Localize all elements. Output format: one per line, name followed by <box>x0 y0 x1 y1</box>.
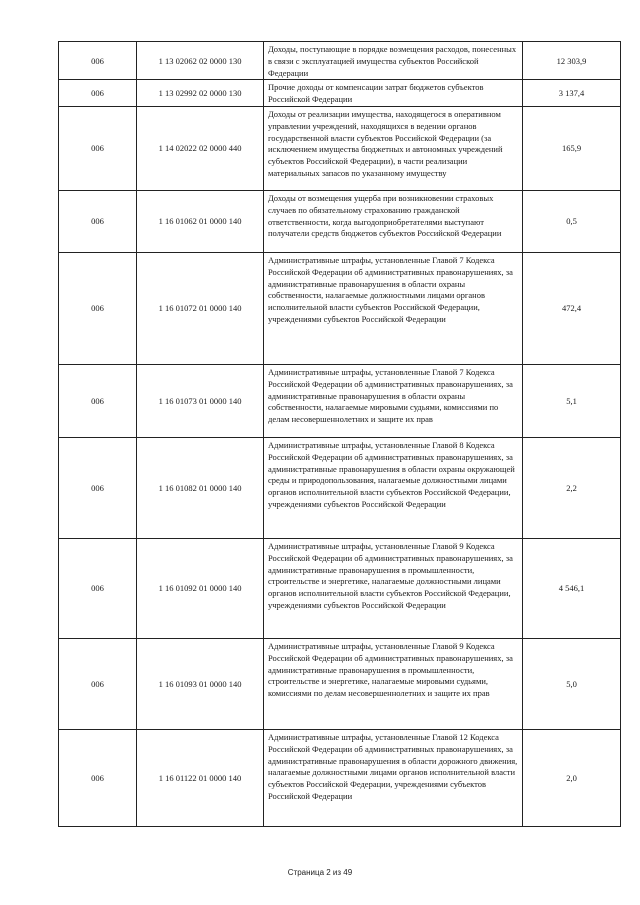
amount-cell: 5,1 <box>523 364 621 437</box>
table-row <box>59 190 621 252</box>
amount-cell: 2,0 <box>523 729 621 826</box>
page-number: Страница 2 из 49 <box>287 868 353 877</box>
admin-code-cell: 006 <box>59 42 137 80</box>
revenue-code-cell: 1 13 02062 02 0000 130 <box>137 42 264 80</box>
admin-code-cell: 006 <box>59 729 137 826</box>
revenue-name-cell: Доходы, поступающие в порядке возмещения расходов, понесенных в связи с эксплуатацией имущества субъектов Российской Федерации <box>264 42 523 80</box>
table-row <box>59 106 621 190</box>
admin-code-cell: 006 <box>59 638 137 729</box>
revenue-code-cell: 1 16 01062 01 0000 140 <box>137 190 264 252</box>
table-row <box>59 729 621 826</box>
admin-code-cell: 006 <box>59 538 137 638</box>
revenue-name-cell: Прочие доходы от компенсации затрат бюджетов субъектов Российской Федерации <box>264 80 523 107</box>
revenue-code-cell: 1 16 01072 01 0000 140 <box>137 252 264 364</box>
revenue-name-cell: Административные штрафы, установленные Главой 12 Кодекса Российской Федерации об административных правонарушениях, за административные правонарушения в области дорожного движения, налагаемые должностными лицами органов исполнительной власти субъектов Российской Федерации, учреждениями субъектов Российской Федерации <box>264 729 523 826</box>
admin-code-cell: 006 <box>59 106 137 190</box>
admin-code-cell: 006 <box>59 190 137 252</box>
revenue-name-cell: Административные штрафы, установленные Главой 7 Кодекса Российской Федерации об административных правонарушениях, за административные правонарушения в области охраны собственности, налагаемые должностными лицами органов исполнительной власти субъектов Российской Федерации, учреждениями субъектов Российской Федерации <box>264 252 523 364</box>
revenue-code-cell: 1 16 01092 01 0000 140 <box>137 538 264 638</box>
table-row <box>59 538 621 638</box>
revenue-name-cell: Административные штрафы, установленные Главой 7 Кодекса Российской Федерации об административных правонарушениях, за административные правонарушения в области охраны собственности, налагаемые мировыми судьями, комиссиями по делам несовершеннолетних и защите их прав <box>264 364 523 437</box>
revenue-code-cell: 1 16 01082 01 0000 140 <box>137 437 264 538</box>
revenue-code-cell: 1 16 01122 01 0000 140 <box>137 729 264 826</box>
revenue-code-cell: 1 16 01073 01 0000 140 <box>137 364 264 437</box>
revenue-code-cell: 1 14 02022 02 0000 440 <box>137 106 264 190</box>
revenue-code-cell: 1 16 01093 01 0000 140 <box>137 638 264 729</box>
amount-cell: 2,2 <box>523 437 621 538</box>
admin-code-cell: 006 <box>59 80 137 107</box>
admin-code-cell: 006 <box>59 364 137 437</box>
table-row <box>59 42 621 80</box>
table-row <box>59 437 621 538</box>
amount-cell: 12 303,9 <box>523 42 621 80</box>
admin-code-cell: 006 <box>59 437 137 538</box>
revenue-name-cell: Административные штрафы, установленные Главой 8 Кодекса Российской Федерации об административных правонарушениях, за административные правонарушения в области охраны окружающей среды и природопользования, налагаемые должностными лицами органов исполнительной власти субъектов Российской Федерации, учреждениями субъектов Российской Федерации <box>264 437 523 538</box>
revenue-table <box>58 41 621 827</box>
amount-cell: 472,4 <box>523 252 621 364</box>
amount-cell: 4 546,1 <box>523 538 621 638</box>
table-row <box>59 364 621 437</box>
amount-cell: 165,9 <box>523 106 621 190</box>
amount-cell: 0,5 <box>523 190 621 252</box>
revenue-name-cell: Административные штрафы, установленные Главой 9 Кодекса Российской Федерации об административных правонарушениях, за административные правонарушения в промышленности, строительстве и энергетике, налагаемые должностными лицами органов исполнительной власти субъектов Российской Федерации, учреждениями субъектов Российской Федерации <box>264 538 523 638</box>
admin-code-cell: 006 <box>59 252 137 364</box>
table-row <box>59 638 621 729</box>
amount-cell: 3 137,4 <box>523 80 621 107</box>
amount-cell: 5,0 <box>523 638 621 729</box>
table-row <box>59 252 621 364</box>
revenue-name-cell: Доходы от возмещения ущерба при возникновении страховых случаев по обязательному страхованию гражданской ответственности, когда выгодоприобретателями выступают получатели средств бюджетов субъектов Российской Федерации <box>264 190 523 252</box>
revenue-name-cell: Административные штрафы, установленные Главой 9 Кодекса Российской Федерации об административных правонарушениях, за административные правонарушения в промышленности, строительстве и энергетике, налагаемые мировыми судьями, комиссиями по делам несовершеннолетних и защите их прав <box>264 638 523 729</box>
table-row <box>59 80 621 107</box>
revenue-code-cell: 1 13 02992 02 0000 130 <box>137 80 264 107</box>
revenue-name-cell: Доходы от реализации имущества, находящегося в оперативном управлении учреждений, находящихся в ведении органов государственной власти субъектов Российской Федерации (за исключением имущества бюджетных и автономных учреждений субъектов Российской Федерации), в части реализации материальных запасов по указанному имуществу <box>264 106 523 190</box>
